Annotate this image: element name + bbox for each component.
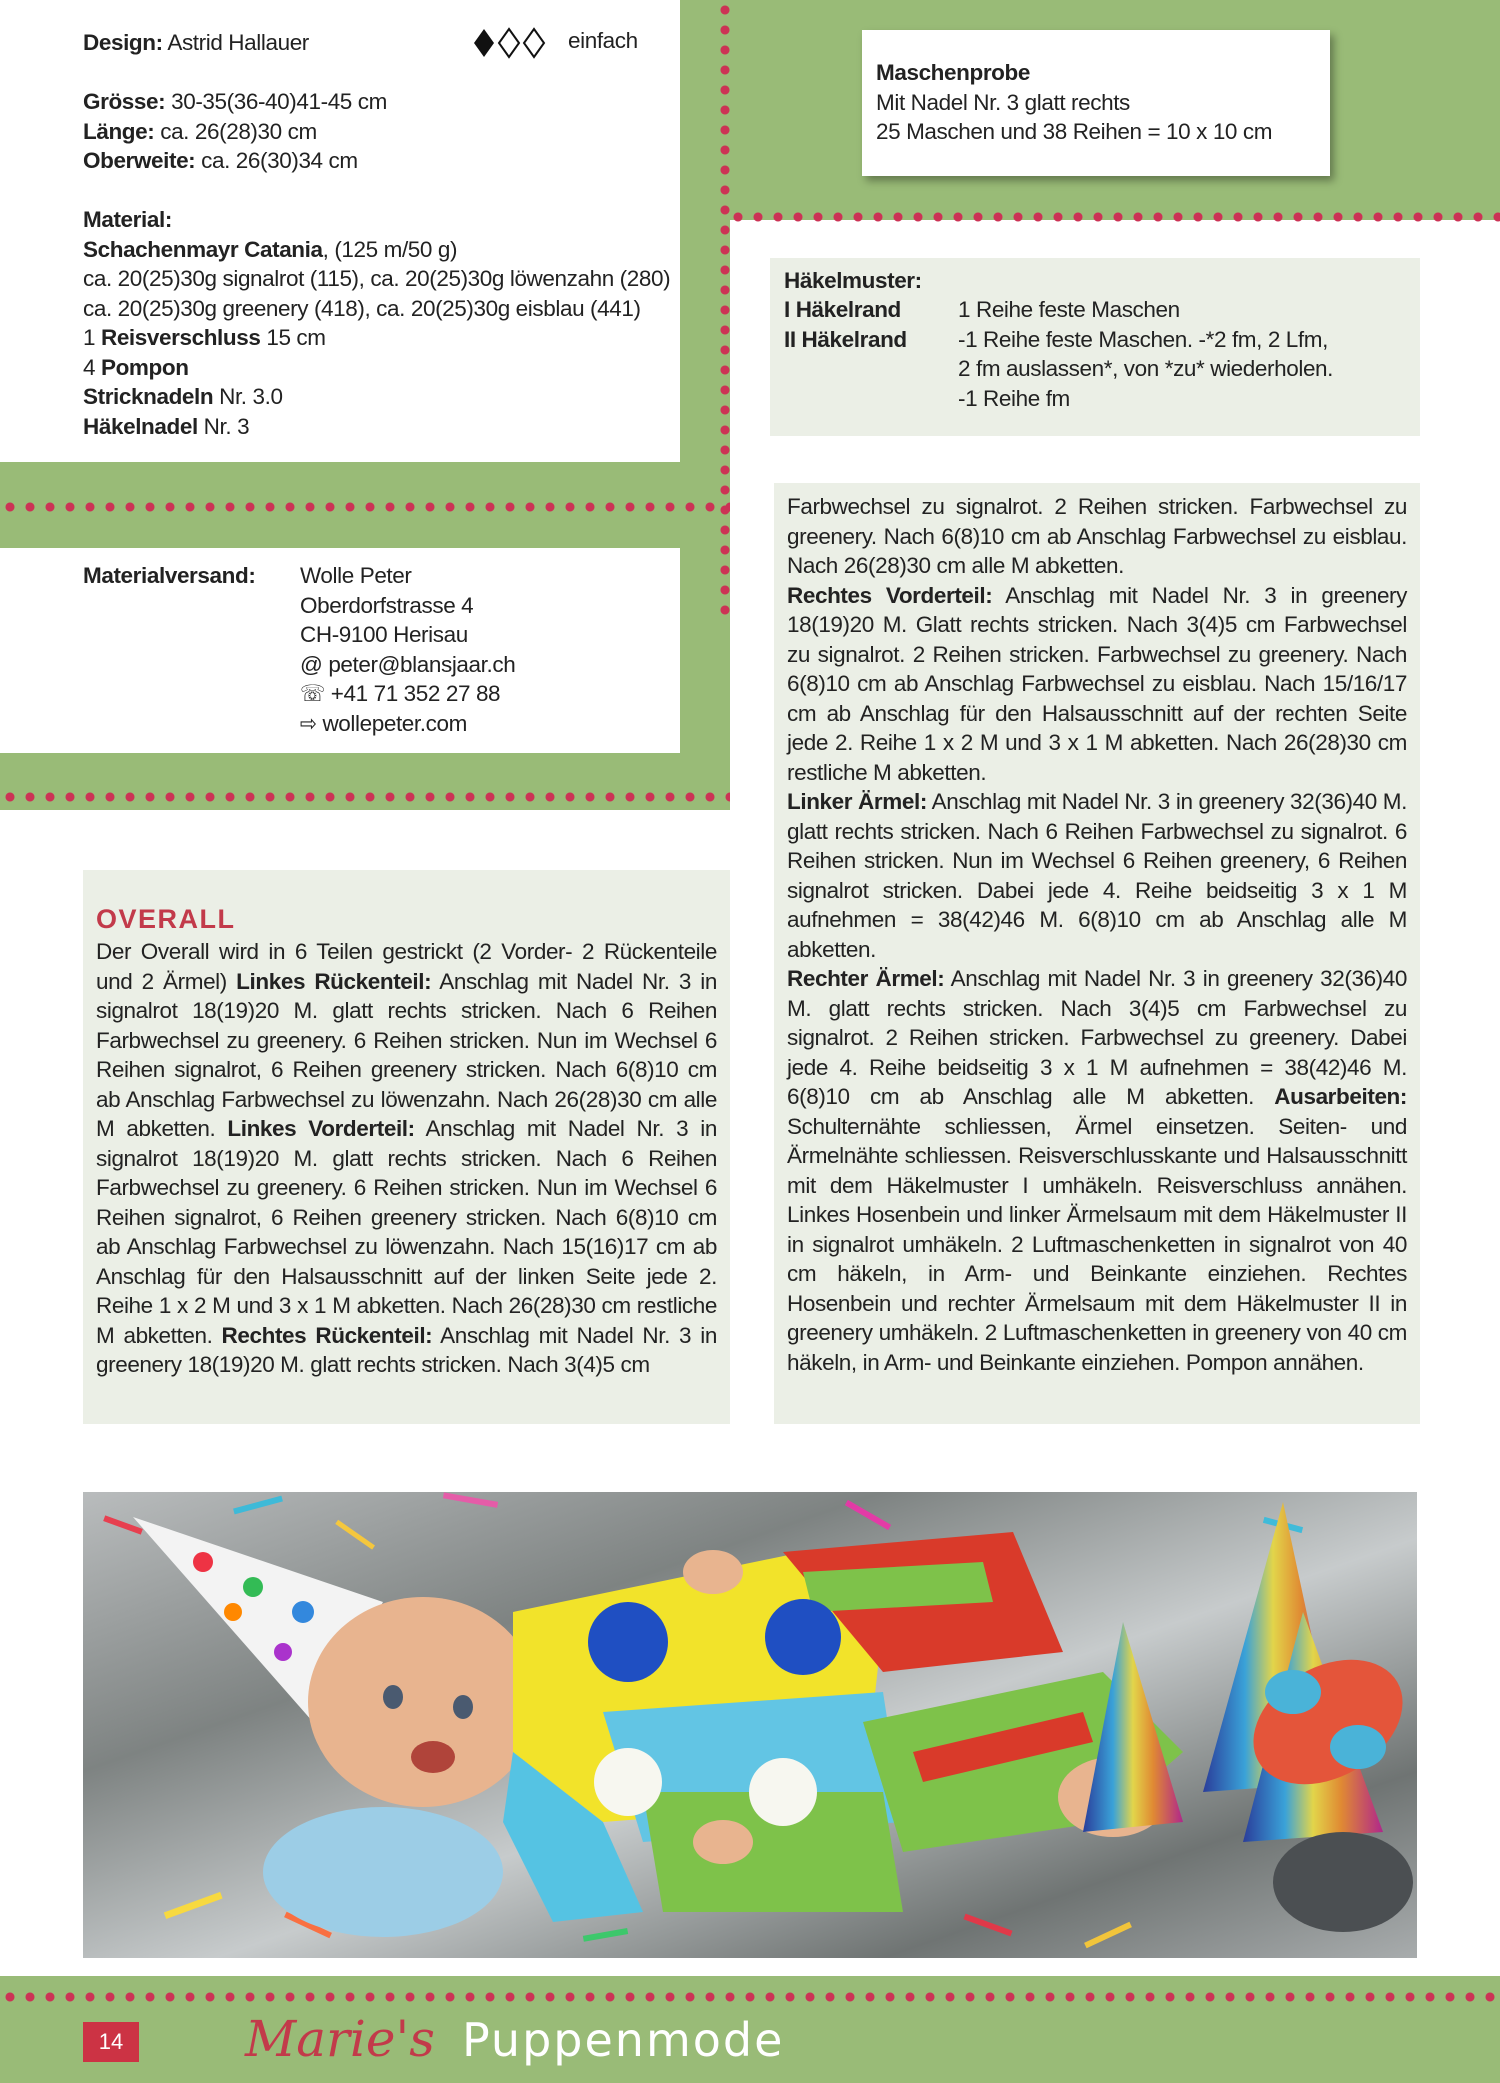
size-label: Grösse:: [83, 89, 166, 114]
overall-text: [96, 937, 717, 1380]
difficulty-rating: [472, 26, 552, 65]
length-label: Länge:: [83, 118, 155, 144]
difficulty-diamonds-icon: [472, 26, 552, 60]
supplier-street: Oberdorfstrasse 4: [300, 592, 474, 618]
supplier-heading: Materialversand:: [83, 563, 256, 588]
design-label: Design:: [83, 30, 163, 55]
piece-heading: Rechtes Vorderteil:: [787, 582, 993, 608]
brand-name: Puppenmode: [462, 2013, 785, 2067]
arrow-icon: ⇨: [300, 710, 317, 736]
supplier-address: [300, 561, 515, 738]
yarn-name: Schachenmayr Catania: [83, 236, 323, 262]
instruction-paragraph: Anschlag mit Nadel Nr. 3 in greenery 18(19)20 M. Glatt rechts stricken. Nach 3(4)5 cm Farbwechsel zu signalrot. 2 Reihen stricken. Farbwechsel zu greenery. Nach 6(8)10 cm ab Anschlag Farbwechsel zu eisblau. Nach 15/16/17 cm ab Anschlag für den Halsausschnitt auf der rechten Seite jede 2. Reihe 1 x 2 M und 3 x 1 M abketten. Nach 26(28)30 cm restliche M abketten.: [787, 582, 1408, 785]
instruction-paragraph: Anschlag mit Nadel Nr. 3 in greenery 32(36)40 M. glatt rechts stricken. Nach 3(4)5 cm Farbwechsel zu signalrot. 2 Reihen stricken. Farbwechsel zu greenery. Dabei jede 4. Reihe beidseitig 3 x 1 M aufnehmen = 38(42)46 M. 6(8)10 cm ab Anschlag alle M abketten.: [787, 966, 1408, 1109]
crochet-row-label: I Häkelrand: [784, 297, 901, 322]
piece-heading: Linkes Vorderteil:: [227, 1116, 415, 1141]
brand-script: Marie's: [245, 2010, 435, 2068]
pompon-qty: 4: [83, 354, 101, 380]
supplier-label: [83, 561, 255, 591]
needles-value: Nr. 3.0: [213, 384, 283, 409]
material-list: [83, 205, 683, 441]
dotted-divider: [728, 212, 1500, 222]
zip-label: Reisverschluss: [100, 325, 261, 350]
instruction-paragraph: Farbwechsel zu signalrot. 2 Reihen stricken. Farbwechsel zu greenery. Nach 6(8)10 cm ab Anschlag Farbwechsel zu eisblau. Nach 26(28)30 cm alle M abketten.: [787, 494, 1407, 578]
page-number: 14: [83, 2022, 139, 2062]
zip-value: 15 cm: [260, 325, 326, 350]
piece-heading: Rechter Ärmel:: [787, 966, 945, 991]
hook-value: Nr. 3: [197, 413, 250, 439]
length-value: ca. 26(28)30 cm: [160, 118, 317, 144]
yarn-detail: , (125 m/50 g): [322, 236, 458, 262]
gauge-text: [876, 58, 1272, 147]
difficulty-label: einfach: [568, 28, 638, 53]
gauge-line: Mit Nadel Nr. 3 glatt rechts: [876, 89, 1130, 115]
crochet-row-value: 2 fm auslassen*, von *zu* wiederholen.: [958, 356, 1334, 381]
supplier-phone: +41 71 352 27 88: [330, 681, 501, 706]
doll-in-overall-image: [83, 1492, 1417, 1958]
crochet-title: Häkelmuster:: [784, 268, 922, 293]
pompon-label: Pompon: [100, 354, 189, 380]
gauge-line: 25 Maschen und 38 Reihen = 10 x 10 cm: [876, 119, 1273, 144]
supplier-name: Wolle Peter: [300, 563, 412, 588]
crochet-labels: [784, 295, 907, 354]
piece-heading: Linkes Rückenteil:: [236, 968, 432, 994]
piece-heading: Rechtes Rückenteil:: [221, 1322, 433, 1348]
material-heading: Material:: [83, 207, 172, 232]
dotted-divider: [0, 1992, 1500, 2002]
overall-heading: OVERALL: [96, 904, 236, 934]
supplier-city: CH-9100 Herisau: [300, 622, 468, 647]
crochet-heading: [784, 266, 922, 296]
phone-icon: ☏: [300, 681, 325, 706]
chest-value: ca. 26(30)34 cm: [201, 148, 358, 173]
zip-qty: 1: [83, 325, 101, 350]
overall-paragraph: Anschlag mit Nadel Nr. 3 in signalrot 18(19)20 M. glatt rechts stricken. Nach 6 Reihen Farbwechsel zu greenery. 6 Reihen stricken. Nun im Wechsel 6 Reihen signalrot, 6 Reihen greenery stricken. Nach 6(8)10 cm ab Anschlag Farbwechsel zu löwenzahn. Nach 26(28)30 cm alle M abketten.: [96, 968, 718, 1141]
continuation-text: [787, 492, 1407, 1377]
email-icon: @: [300, 651, 323, 677]
size-value: 30-35(36-40)41-45 cm: [171, 89, 387, 114]
designer-name: Astrid Hallauer: [167, 30, 309, 55]
overall-paragraph: Anschlag mit Nadel Nr. 3 in signalrot 18(19)20 M. glatt rechts stricken. Nach 6 Reihen Farbwechsel zu greenery. 6 Reihen stricken. Nun im Wechsel 6 Reihen signalrot, 6 Reihen greenery stricken. Nach 6(8)10 cm ab Anschlag Farbwechsel zu löwenzahn. Nach 15(16)17 cm ab Anschlag für den Halsausschnitt auf der linken Seite jede 2. Reihe 1 x 2 M und 3 x 1 M abketten. Nach 26(28)30 cm restliche M abketten.: [96, 1116, 717, 1348]
overall-paragraph: Der Overall wird in 6 Teilen gestrickt (2 Vorder- 2 Rückenteile und 2 Ärmel): [96, 939, 717, 994]
overall-paragraph: Anschlag mit Nadel Nr. 3 in greenery 18(19)20 M. glatt rechts stricken. Nach 3(4)5 cm: [96, 1322, 717, 1377]
crochet-row-value: -1 Reihe feste Maschen. -*2 fm, 2 Lfm,: [958, 326, 1328, 352]
instruction-paragraph: Schulternähte schliessen, Ärmel einsetzen. Seiten- und Ärmelnähte schliessen. Reisverschlusskante und Halsausschnitt mit dem Häkelmuster I umhäkeln. Reisverschluss annähen. Linkes Hosenbein und linker Ärmelsaum mit dem Häkelmuster II in signalrot umhäkeln. 2 Luftmaschenketten in signalrot von 40 cm häkeln, in Arm- und Beinkante einziehen. Rechtes Hosenbein und rechter Ärmelsaum mit dem Häkelmuster II in greenery umhäkeln. 2 Luftmaschenketten in greenery von 40 cm häkeln, in Arm- und Beinkante einziehen. Pompon annähen.: [787, 1113, 1407, 1375]
crochet-values: [958, 295, 1333, 413]
dotted-divider: [720, 0, 730, 620]
size-list: [83, 87, 663, 176]
instruction-paragraph: Anschlag mit Nadel Nr. 3 in greenery 32(36)40 M. glatt rechts stricken. Nach 6 Reihen Farbwechsel zu signalrot. 6 Reihen stricken. Nun im Wechsel 6 Reihen greenery, 6 Reihen signalrot stricken. Dabei jede 4. Reihe beidseitig 3 x 1 M aufnehmen = 38(42)46 M. 6(8)10 cm ab Anschlag alle M abketten.: [787, 789, 1407, 962]
product-photo: [83, 1492, 1417, 1958]
gauge-heading: Maschenprobe: [876, 60, 1030, 85]
dotted-divider: [0, 792, 730, 802]
crochet-row-value: 1 Reihe feste Maschen: [958, 297, 1180, 322]
yarn-colors-line: ca. 20(25)30g signalrot (115), ca. 20(25)30g löwenzahn (280): [83, 266, 671, 291]
crochet-row-label: II Häkelrand: [784, 326, 907, 352]
hook-label: Häkelnadel: [83, 413, 198, 439]
yarn-colors-line: ca. 20(25)30g greenery (418), ca. 20(25)30g eisblau (441): [83, 295, 641, 321]
piece-heading: Ausarbeiten:: [1274, 1084, 1407, 1109]
supplier-website[interactable]: wollepeter.com: [322, 710, 467, 736]
needles-label: Stricknadeln: [83, 384, 214, 409]
dotted-divider: [0, 502, 730, 512]
piece-heading: Linker Ärmel:: [787, 789, 927, 814]
chest-label: Oberweite:: [83, 148, 196, 173]
crochet-row-value: -1 Reihe fm: [958, 385, 1070, 411]
supplier-email[interactable]: peter@blansjaar.ch: [328, 651, 516, 677]
